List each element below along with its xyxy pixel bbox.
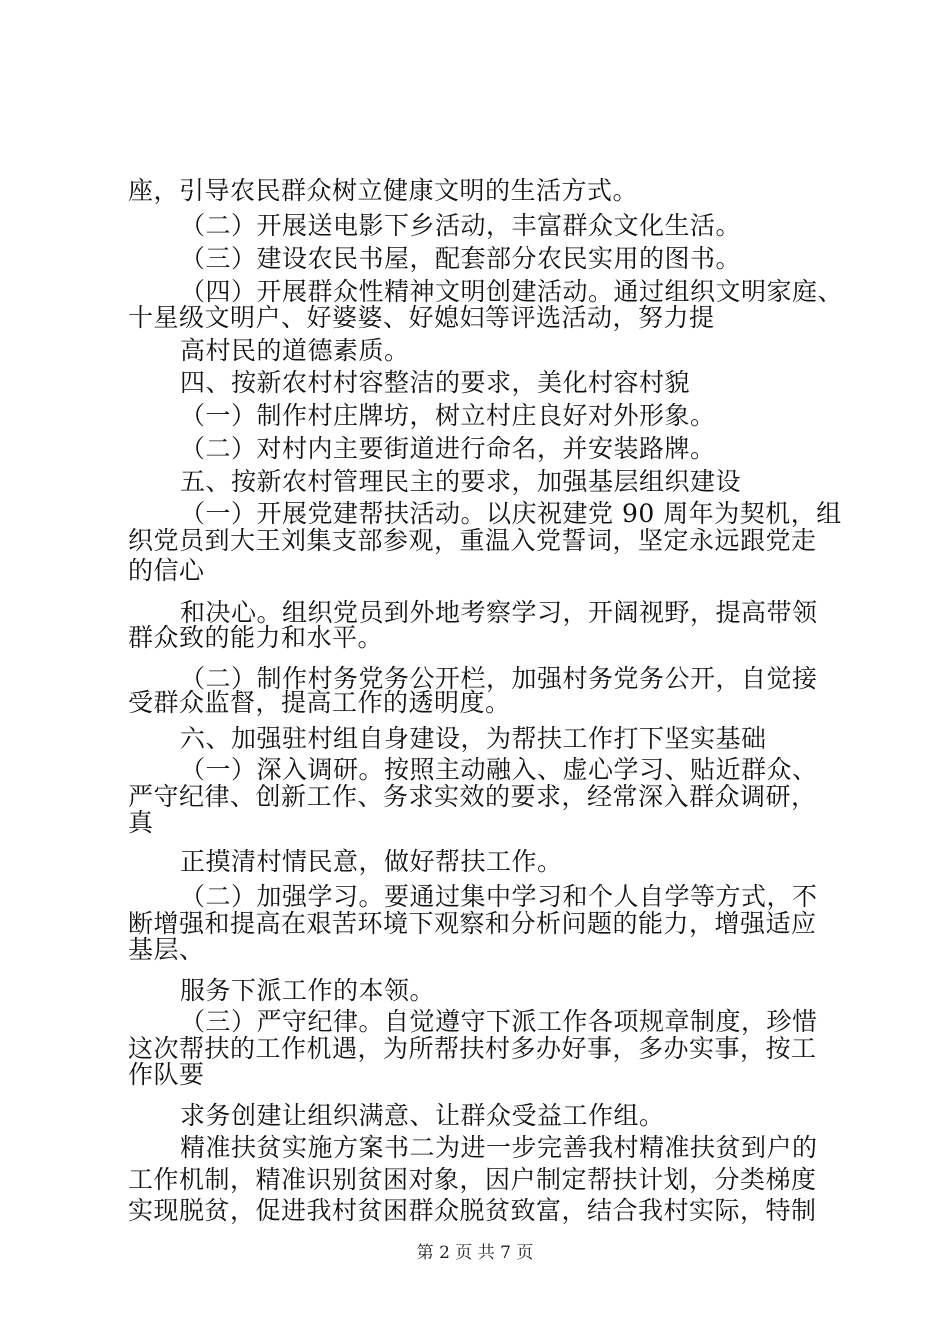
text-line: 真 — [128, 808, 154, 837]
text-line: 群众致的能力和水平。 — [128, 623, 384, 652]
section-heading: 五、按新农村管理民主的要求，加强基层组织建设 — [180, 467, 742, 496]
text-line: 实现脱贫，促进我村贫困群众脱贫致富，结合我村实际，特制 — [128, 1196, 817, 1225]
text-line: （二）开展送电影下乡活动，丰富群众文化生活。 — [180, 211, 742, 240]
section-heading: 六、加强驻村组自身建设，为帮扶工作打下坚实基础 — [180, 724, 767, 753]
text-line: （一）制作村庄牌坊，树立村庄良好对外形象。 — [180, 401, 716, 430]
section-heading: 四、按新农村村容整洁的要求，美化村容村貌 — [180, 368, 691, 397]
text-line: 座，引导农民群众树立健康文明的生活方式。 — [128, 176, 639, 205]
text-line: （三）建设农民书屋，配套部分农民实用的图书。 — [180, 244, 742, 273]
text-line: 和决心。组织党员到外地考察学习，开阔视野，提高带领 — [180, 598, 818, 627]
text-line: （二）加强学习。要通过集中学习和个人自学等方式，不 — [180, 882, 818, 911]
text-line: 精准扶贫实施方案书二为进一步完善我村精准扶贫到户的 — [180, 1133, 818, 1162]
text-line: 织党员到大王刘集支部参观，重温入党誓词，坚定永远跟党走 — [128, 526, 817, 555]
text-line: 求务创建让组织满意、让群众受益工作组。 — [180, 1101, 665, 1130]
text-line: 作队要 — [128, 1060, 205, 1089]
text-line: 高村民的道德素质。 — [180, 336, 410, 365]
text-line: 的信心 — [128, 556, 205, 585]
text-line: 基层、 — [128, 935, 205, 964]
text-line: 这次帮扶的工作机遇，为所帮扶村多办好事，多办实事，按工 — [128, 1034, 817, 1063]
text-line: （二）制作村务党务公开栏，加强村务党务公开，自觉接 — [180, 664, 818, 693]
text-line: 断增强和提高在艰苦环境下观察和分析问题的能力，增强适应 — [128, 909, 817, 938]
text-line: （四）开展群众性精神文明创建活动。通过组织文明家庭、 — [180, 277, 844, 306]
text-line: 工作机制，精准识别贫困对象，因户制定帮扶计划，分类梯度 — [128, 1165, 817, 1194]
text-line: （一）深入调研。按照主动融入、虚心学习、贴近群众、 — [180, 755, 818, 784]
text-line: 服务下派工作的本领。 — [180, 976, 436, 1005]
page-number-footer: 第 2 页 共 7 页 — [416, 1243, 534, 1263]
text-line: （三）严守纪律。自觉遵守下派工作各项规章制度，珍惜 — [180, 1007, 818, 1036]
text-line: （一）开展党建帮扶活动。以庆祝建党 90 周年为契机，组 — [180, 499, 842, 528]
text-line: 正摸清村情民意，做好帮扶工作。 — [180, 847, 563, 876]
text-line: 受群众监督，提高工作的透明度。 — [128, 688, 511, 717]
text-line: 十星级文明户、好婆婆、好媳妇等评选活动，努力提 — [128, 303, 715, 332]
text-line: 严守纪律、创新工作、务求实效的要求，经常深入群众调研， — [128, 782, 817, 811]
text-line: （二）对村内主要街道进行命名，并安装路牌。 — [180, 434, 716, 463]
